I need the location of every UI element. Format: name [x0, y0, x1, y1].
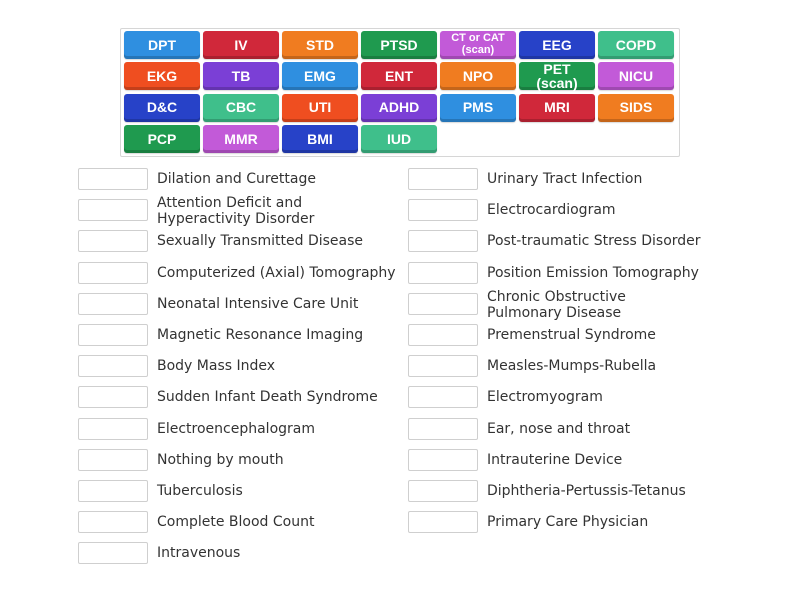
clue-label: Sexually Transmitted Disease [157, 233, 364, 250]
drop-box[interactable] [78, 262, 148, 284]
drop-box[interactable] [408, 168, 478, 190]
tile-dpt[interactable]: DPT [124, 31, 200, 59]
drop-box[interactable] [408, 386, 478, 408]
drop-box[interactable] [78, 480, 148, 502]
drop-box[interactable] [78, 449, 148, 471]
drop-box[interactable] [408, 262, 478, 284]
clue-label: Diphtheria-Pertussis-Tetanus [487, 483, 686, 499]
clue-label: Attention Deficit and Hyperactivity Disorder [157, 195, 315, 228]
drop-box[interactable] [408, 199, 478, 221]
tile-copd[interactable]: COPD [598, 31, 674, 59]
drop-box[interactable] [408, 355, 478, 377]
drop-box[interactable] [78, 542, 148, 564]
tile-emg[interactable]: EMG [282, 62, 358, 90]
tile-pet-scan[interactable]: PET (scan) [519, 62, 595, 90]
clue-label: Dilation and Curettage [157, 171, 316, 187]
clue-label: Complete Blood Count [157, 514, 315, 531]
tile-bank [120, 28, 680, 157]
clue-label: Primary Care Physician [487, 514, 649, 531]
clue-label: Post-traumatic Stress Disorder [487, 233, 701, 250]
tile-eeg[interactable]: EEG [519, 31, 595, 59]
clue-label: Neonatal Intensive Care Unit [157, 295, 359, 312]
drop-box[interactable] [78, 355, 148, 377]
drop-box[interactable] [408, 418, 478, 440]
tile-mmr[interactable]: MMR [203, 125, 279, 153]
tile-uti[interactable]: UTI [282, 94, 358, 122]
tile-npo[interactable]: NPO [440, 62, 516, 90]
clue-label: Computerized (Axial) Tomography [157, 264, 396, 281]
tile-ent[interactable]: ENT [361, 62, 437, 90]
drop-box[interactable] [408, 293, 478, 315]
clue-label: Electromyogram [487, 389, 603, 406]
drop-box[interactable] [78, 511, 148, 533]
tile-ct-or-cat-scan[interactable]: CT or CAT (scan) [440, 31, 516, 59]
clue-label: Electrocardiogram [487, 202, 616, 219]
clue-label: Intravenous [157, 545, 241, 562]
tile-adhd[interactable]: ADHD [361, 94, 437, 122]
drop-box[interactable] [408, 449, 478, 471]
tile-ekg[interactable]: EKG [124, 62, 200, 90]
tile-d-c[interactable]: D&C [124, 94, 200, 122]
drop-box[interactable] [78, 324, 148, 346]
clue-label: Urinary Tract Infection [487, 171, 643, 187]
drop-box[interactable] [78, 293, 148, 315]
tile-iv[interactable]: IV [203, 31, 279, 59]
drop-box[interactable] [408, 480, 478, 502]
tile-nicu[interactable]: NICU [598, 62, 674, 90]
clue-label: Ear, nose and throat [487, 420, 631, 437]
tile-sids[interactable]: SIDS [598, 94, 674, 122]
tile-mri[interactable]: MRI [519, 94, 595, 122]
tile-cbc[interactable]: CBC [203, 94, 279, 122]
clue-label: Intrauterine Device [487, 451, 623, 468]
tile-pms[interactable]: PMS [440, 94, 516, 122]
clue-label: Premenstrual Syndrome [487, 327, 656, 343]
tile-std[interactable]: STD [282, 31, 358, 59]
tile-tb[interactable]: TB [203, 62, 279, 90]
clue-label: Tuberculosis [157, 483, 243, 499]
drop-box[interactable] [78, 199, 148, 221]
drop-box[interactable] [408, 230, 478, 252]
tile-bmi[interactable]: BMI [282, 125, 358, 153]
clue-label: Body Mass Index [157, 358, 276, 375]
clue-label: Nothing by mouth [157, 451, 284, 468]
tile-iud[interactable]: IUD [361, 125, 437, 153]
clue-label: Magnetic Resonance Imaging [157, 327, 364, 343]
drop-box[interactable] [408, 511, 478, 533]
tile-pcp[interactable]: PCP [124, 125, 200, 153]
tile-ptsd[interactable]: PTSD [361, 31, 437, 59]
clue-label: Chronic Obstructive Pulmonary Disease [487, 288, 626, 321]
clue-label: Sudden Infant Death Syndrome [157, 389, 378, 406]
drop-box[interactable] [408, 324, 478, 346]
drop-box[interactable] [78, 168, 148, 190]
clue-label: Position Emission Tomography [487, 264, 699, 281]
drop-box[interactable] [78, 418, 148, 440]
drop-box[interactable] [78, 230, 148, 252]
clue-label: Measles-Mumps-Rubella [487, 358, 657, 375]
clue-label: Electroencephalogram [157, 420, 315, 437]
drop-box[interactable] [78, 386, 148, 408]
